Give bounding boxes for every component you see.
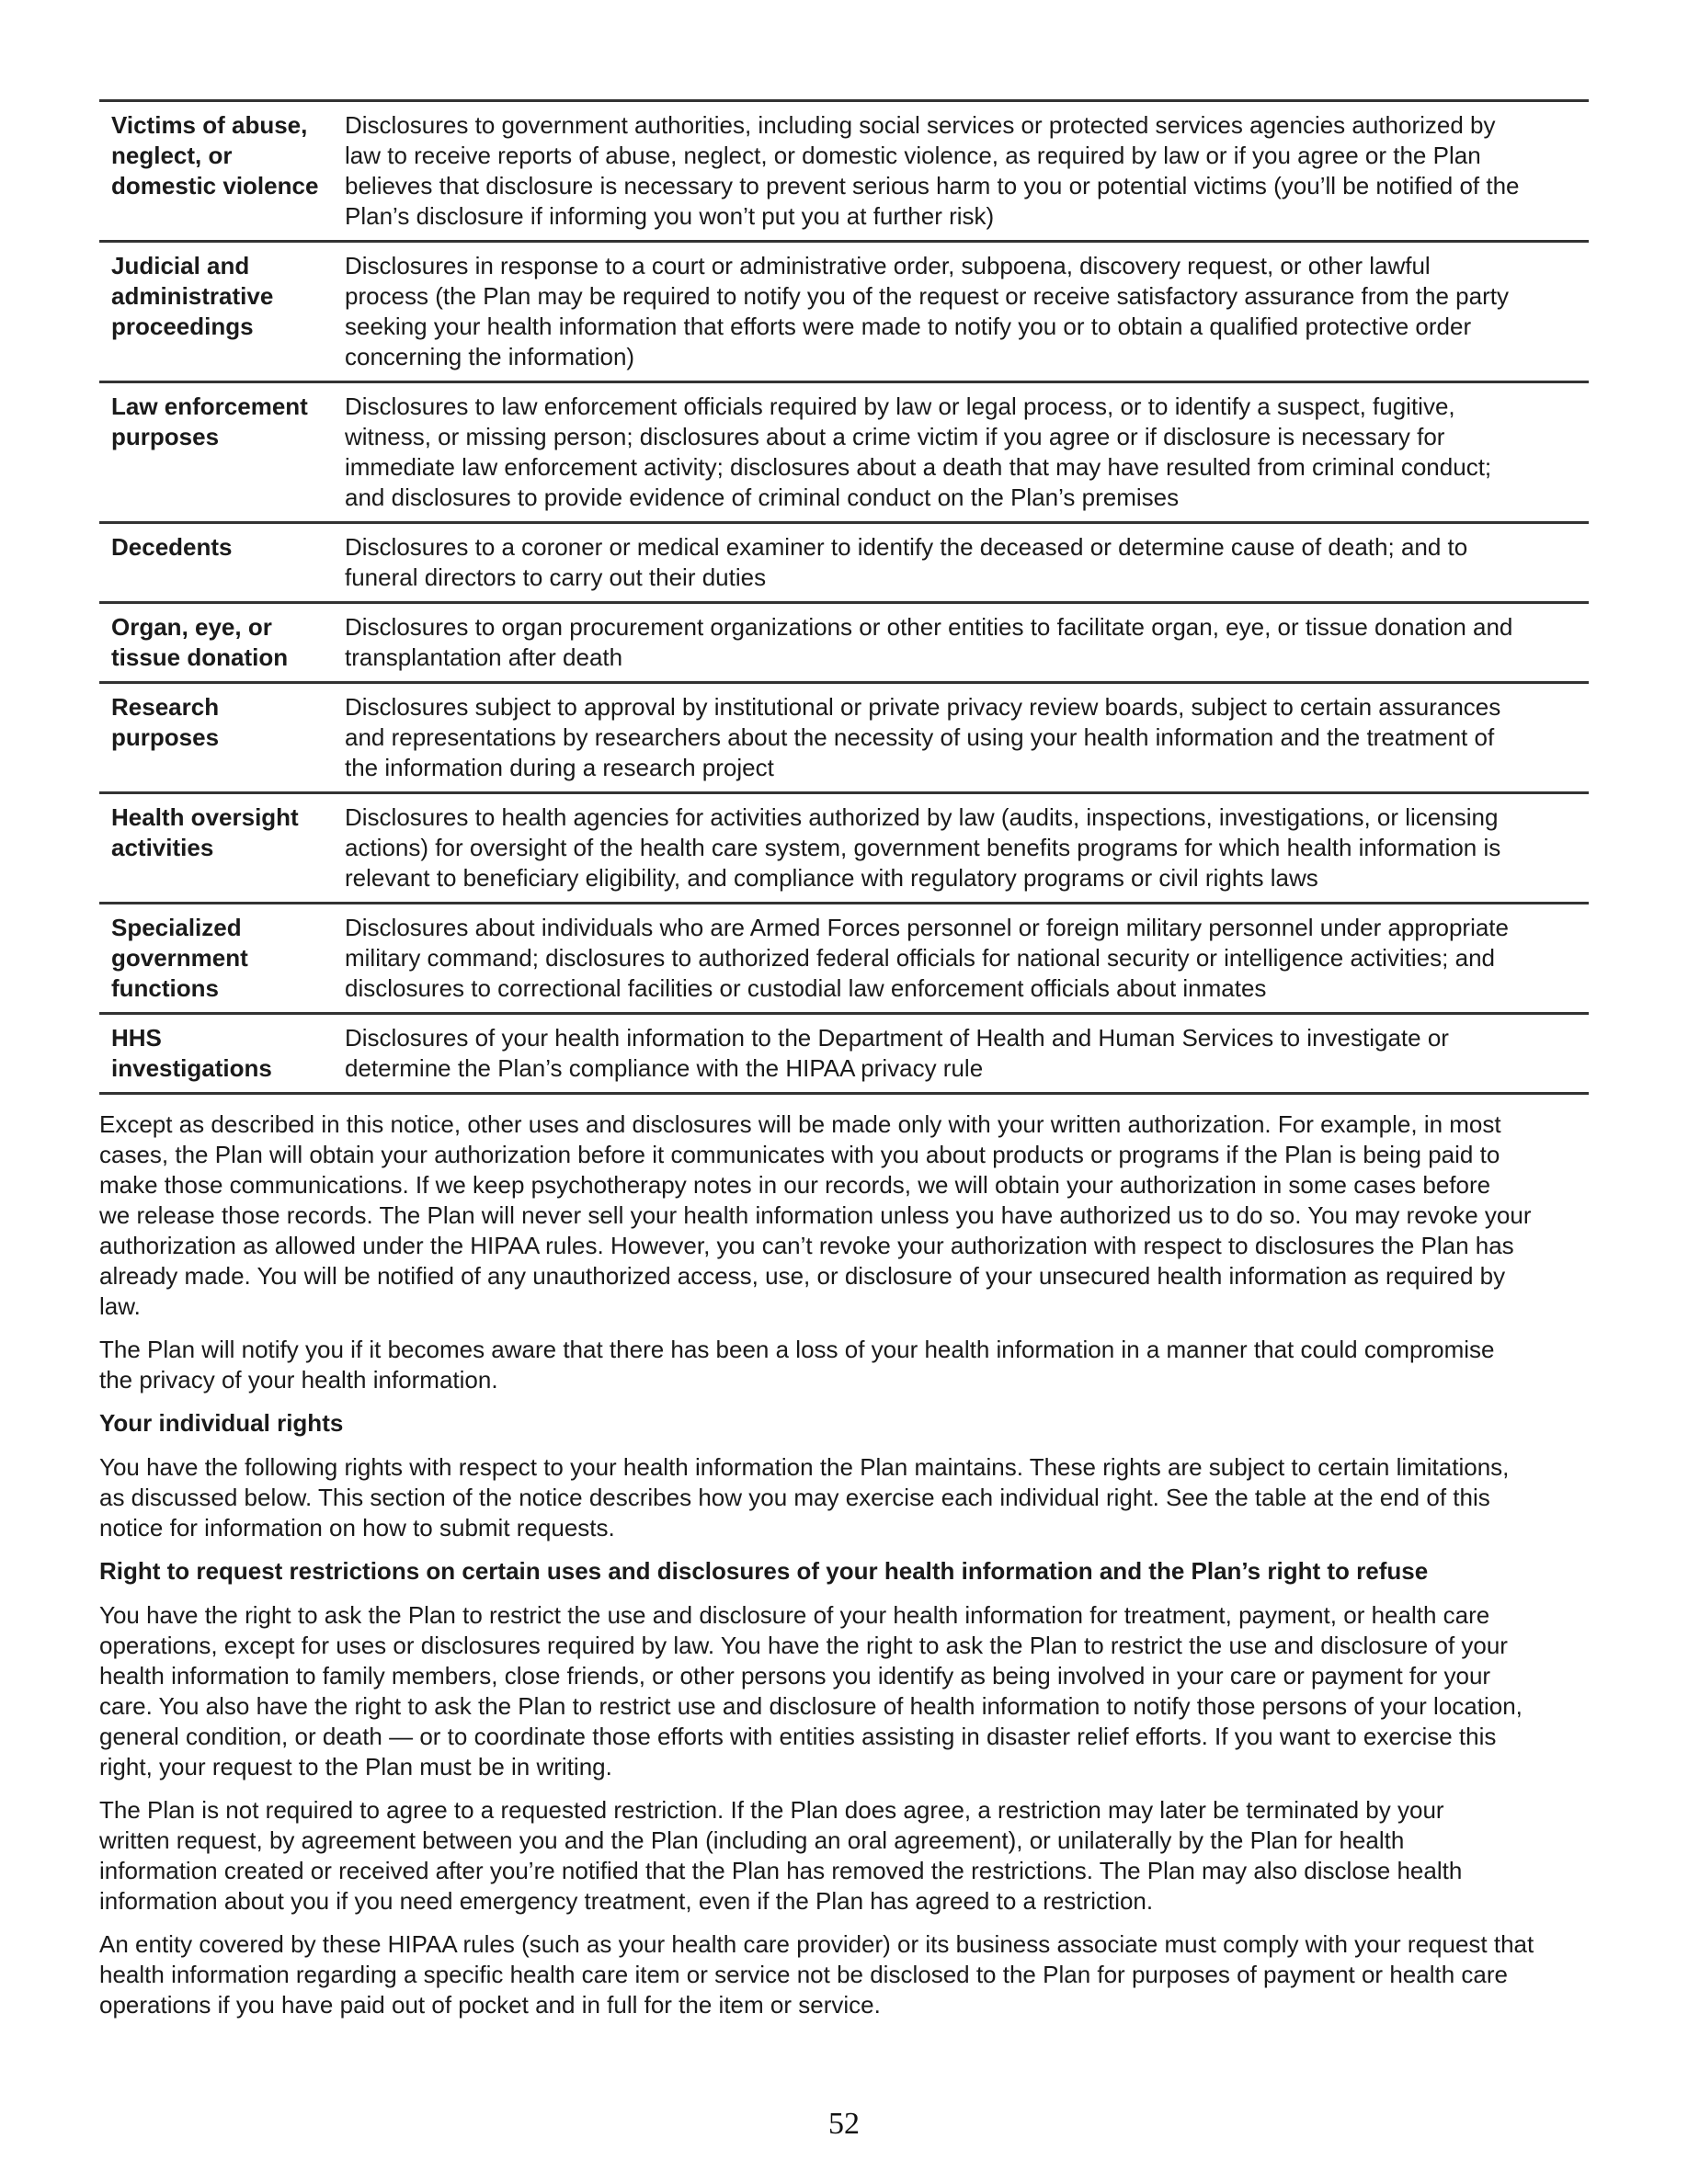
paragraph-line: information about you if you need emergency treatment, even if the Plan has agreed to a restriction. — [99, 1887, 1154, 1915]
category-cell — [99, 251, 345, 372]
paragraph-line: An entity covered by these HIPAA rules (such as your health care provider) or its business associate must comply with your request that — [99, 1930, 1534, 1958]
description-line: process (the Plan may be required to notify you of the request or receive satisfactory assurance from the party — [345, 282, 1509, 310]
paragraph-line: the privacy of your health information. — [99, 1366, 498, 1393]
paragraph-line: authorization as allowed under the HIPAA rules. However, you can’t revoke your authorization with respect to disclosures the Plan has — [99, 1232, 1514, 1259]
description-line: Disclosures to a coroner or medical examiner to identify the deceased or determine cause of death; and to — [345, 533, 1468, 561]
category-cell — [99, 802, 345, 893]
paragraph — [99, 1452, 1589, 1543]
paragraph-line: notice for information on how to submit requests. — [99, 1514, 615, 1541]
section-heading — [99, 1556, 1589, 1587]
category-label-line: investigations — [111, 1054, 272, 1082]
category-label-line: domestic violence — [111, 172, 319, 199]
paragraph-line: written request, by agreement between you and the Plan (including an oral agreement), or unilaterally by the Plan for health — [99, 1826, 1405, 1854]
paragraph-line: Except as described in this notice, other uses and disclosures will be made only with your written authorization. For example, in most — [99, 1110, 1501, 1138]
paragraph-line: You have the right to ask the Plan to restrict the use and disclosure of your health information for treatment, payment, or health care — [99, 1601, 1490, 1629]
category-cell — [99, 532, 345, 593]
description-cell — [345, 251, 1589, 372]
description-line: Disclosures about individuals who are Armed Forces personnel or foreign military personnel under appropriate — [345, 914, 1509, 941]
table-row — [99, 1015, 1589, 1095]
paragraph-line: You have the following rights with respect to your health information the Plan maintains. These rights are subject to certain limitations, — [99, 1453, 1510, 1481]
category-label-line: Law enforcement — [111, 392, 308, 420]
category-cell — [99, 1023, 345, 1084]
description-cell — [345, 612, 1589, 673]
category-label-line: government — [111, 944, 248, 972]
category-label-line: proceedings — [111, 313, 254, 340]
description-cell — [345, 1023, 1589, 1084]
table-row — [99, 524, 1589, 604]
description-cell — [345, 802, 1589, 893]
paragraph-line: operations if you have paid out of pocket and in full for the item or service. — [99, 1991, 881, 2019]
description-line: seeking your health information that efforts were made to notify you or to obtain a qualified protective order — [345, 313, 1472, 340]
document-page — [99, 99, 1589, 2033]
description-line: actions) for oversight of the health care system, government benefits programs for which health information is — [345, 834, 1501, 861]
paragraph-line: make those communications. If we keep psychotherapy notes in our records, we will obtain your authorization in some cases before — [99, 1171, 1491, 1199]
description-line: Disclosures of your health information to the Department of Health and Human Services to investigate or — [345, 1024, 1449, 1052]
paragraph — [99, 1929, 1589, 2020]
paragraph-line: already made. You will be notified of any unauthorized access, use, or disclosure of your unsecured health information as required by — [99, 1262, 1506, 1290]
paragraph-line: cases, the Plan will obtain your authorization before it communicates with you about products or programs if the Plan is being paid to — [99, 1141, 1500, 1168]
disclosures-table — [99, 99, 1589, 1095]
description-cell — [345, 692, 1589, 783]
paragraph — [99, 1109, 1589, 1322]
paragraph-line: care. You also have the right to ask the Plan to restrict use and disclosure of health information to notify those persons of your location, — [99, 1692, 1523, 1720]
table-row — [99, 102, 1589, 243]
paragraph-line: The Plan is not required to agree to a requested restriction. If the Plan does agree, a restriction may later be terminated by your — [99, 1796, 1444, 1824]
page-number: 52 — [828, 2107, 860, 2141]
description-line: Disclosures to law enforcement officials required by law or legal process, or to identify a suspect, fugitive, — [345, 392, 1455, 420]
category-label-line: administrative — [111, 282, 274, 310]
description-cell — [345, 532, 1589, 593]
description-line: Disclosures subject to approval by institutional or private privacy review boards, subject to certain assurances — [345, 693, 1501, 721]
category-label-line: Judicial and — [111, 252, 250, 279]
description-line: Disclosures to health agencies for activities authorized by law (audits, inspections, investigations, or licensing — [345, 803, 1499, 831]
category-label-line: Health oversight — [111, 803, 299, 831]
paragraph-line: right, your request to the Plan must be in writing. — [99, 1753, 612, 1780]
paragraph-line: operations, except for uses or disclosures required by law. You have the right to ask the Plan to restrict the use and disclosure of your — [99, 1632, 1508, 1659]
table-row — [99, 684, 1589, 794]
paragraph-line: health information to family members, close friends, or other persons you identify as being involved in your care or payment for your — [99, 1662, 1491, 1689]
category-cell — [99, 110, 345, 232]
description-line: Disclosures to government authorities, including social services or protected services agencies authorized by — [345, 111, 1496, 139]
paragraph-line: as discussed below. This section of the notice describes how you may exercise each individual right. See the table at the end of this — [99, 1484, 1490, 1511]
paragraph-line: law. — [99, 1292, 141, 1320]
description-line: funeral directors to carry out their duties — [345, 563, 767, 591]
description-cell — [345, 110, 1589, 232]
description-line: witness, or missing person; disclosures about a crime victim if you agree or if disclosure is necessary for — [345, 423, 1445, 450]
description-line: relevant to beneficiary eligibility, and compliance with regulatory programs or civil rights laws — [345, 864, 1318, 892]
description-line: Disclosures to organ procurement organizations or other entities to facilitate organ, eye, or tissue donation and — [345, 613, 1513, 641]
category-label-line: HHS — [111, 1024, 162, 1052]
description-cell — [345, 913, 1589, 1004]
paragraph — [99, 1795, 1589, 1917]
paragraph-line: we release those records. The Plan will never sell your health information unless you have authorized us to do so. You may revoke your — [99, 1201, 1532, 1229]
category-label-line: Victims of abuse, — [111, 111, 308, 139]
paragraph-line: general condition, or death — or to coordinate those efforts with entities assisting in disaster relief efforts. If you want to exercise this — [99, 1723, 1497, 1750]
category-label-line: purposes — [111, 723, 220, 751]
category-label-line: Decedents — [111, 533, 233, 561]
category-label-line: tissue donation — [111, 643, 289, 671]
description-line: and disclosures to provide evidence of criminal conduct on the Plan’s premises — [345, 483, 1180, 511]
table-row — [99, 604, 1589, 684]
heading-line: Right to request restrictions on certain uses and disclosures of your health information and the Plan’s right to refuse — [99, 1557, 1429, 1585]
paragraph-line: The Plan will notify you if it becomes aware that there has been a loss of your health information in a manner that could compromise — [99, 1336, 1495, 1363]
category-cell — [99, 913, 345, 1004]
category-cell — [99, 692, 345, 783]
description-line: the information during a research project — [345, 754, 774, 781]
body-copy — [99, 1109, 1589, 2020]
paragraph-line: information created or received after you’re notified that the Plan has removed the restrictions. The Plan may also disclose health — [99, 1857, 1463, 1884]
category-label-line: functions — [111, 974, 219, 1002]
category-cell — [99, 612, 345, 673]
description-line: Disclosures in response to a court or administrative order, subpoena, discovery request, or other lawful — [345, 252, 1431, 279]
category-label-line: Organ, eye, or — [111, 613, 272, 641]
table-row — [99, 243, 1589, 383]
category-label-line: purposes — [111, 423, 220, 450]
description-line: military command; disclosures to authorized federal officials for national security or intelligence activities; and — [345, 944, 1495, 972]
paragraph-line: health information regarding a specific health care item or service not be disclosed to the Plan for purposes of payment or health care — [99, 1961, 1508, 1988]
description-line: law to receive reports of abuse, neglect, or domestic violence, as required by law or if you agree or the Plan — [345, 142, 1481, 169]
table-row — [99, 383, 1589, 524]
description-line: believes that disclosure is necessary to prevent serious harm to you or potential victims (you’ll be notified of the — [345, 172, 1520, 199]
category-cell — [99, 392, 345, 513]
table-row — [99, 904, 1589, 1015]
paragraph — [99, 1335, 1589, 1395]
category-label-line: activities — [111, 834, 214, 861]
description-line: and representations by researchers about the necessity of using your health information and the treatment of — [345, 723, 1495, 751]
paragraph — [99, 1600, 1589, 1782]
description-line: concerning the information) — [345, 343, 635, 370]
description-line: determine the Plan’s compliance with the HIPAA privacy rule — [345, 1054, 984, 1082]
category-label-line: Research — [111, 693, 220, 721]
table-row — [99, 794, 1589, 904]
description-line: Plan’s disclosure if informing you won’t put you at further risk) — [345, 202, 995, 230]
description-cell — [345, 392, 1589, 513]
heading-line: Your individual rights — [99, 1409, 344, 1437]
description-line: disclosures to correctional facilities or custodial law enforcement officials about inmates — [345, 974, 1267, 1002]
category-label-line: neglect, or — [111, 142, 233, 169]
category-label-line: Specialized — [111, 914, 242, 941]
description-line: immediate law enforcement activity; disclosures about a death that may have resulted from criminal conduct; — [345, 453, 1492, 481]
section-heading — [99, 1408, 1589, 1439]
description-line: transplantation after death — [345, 643, 623, 671]
